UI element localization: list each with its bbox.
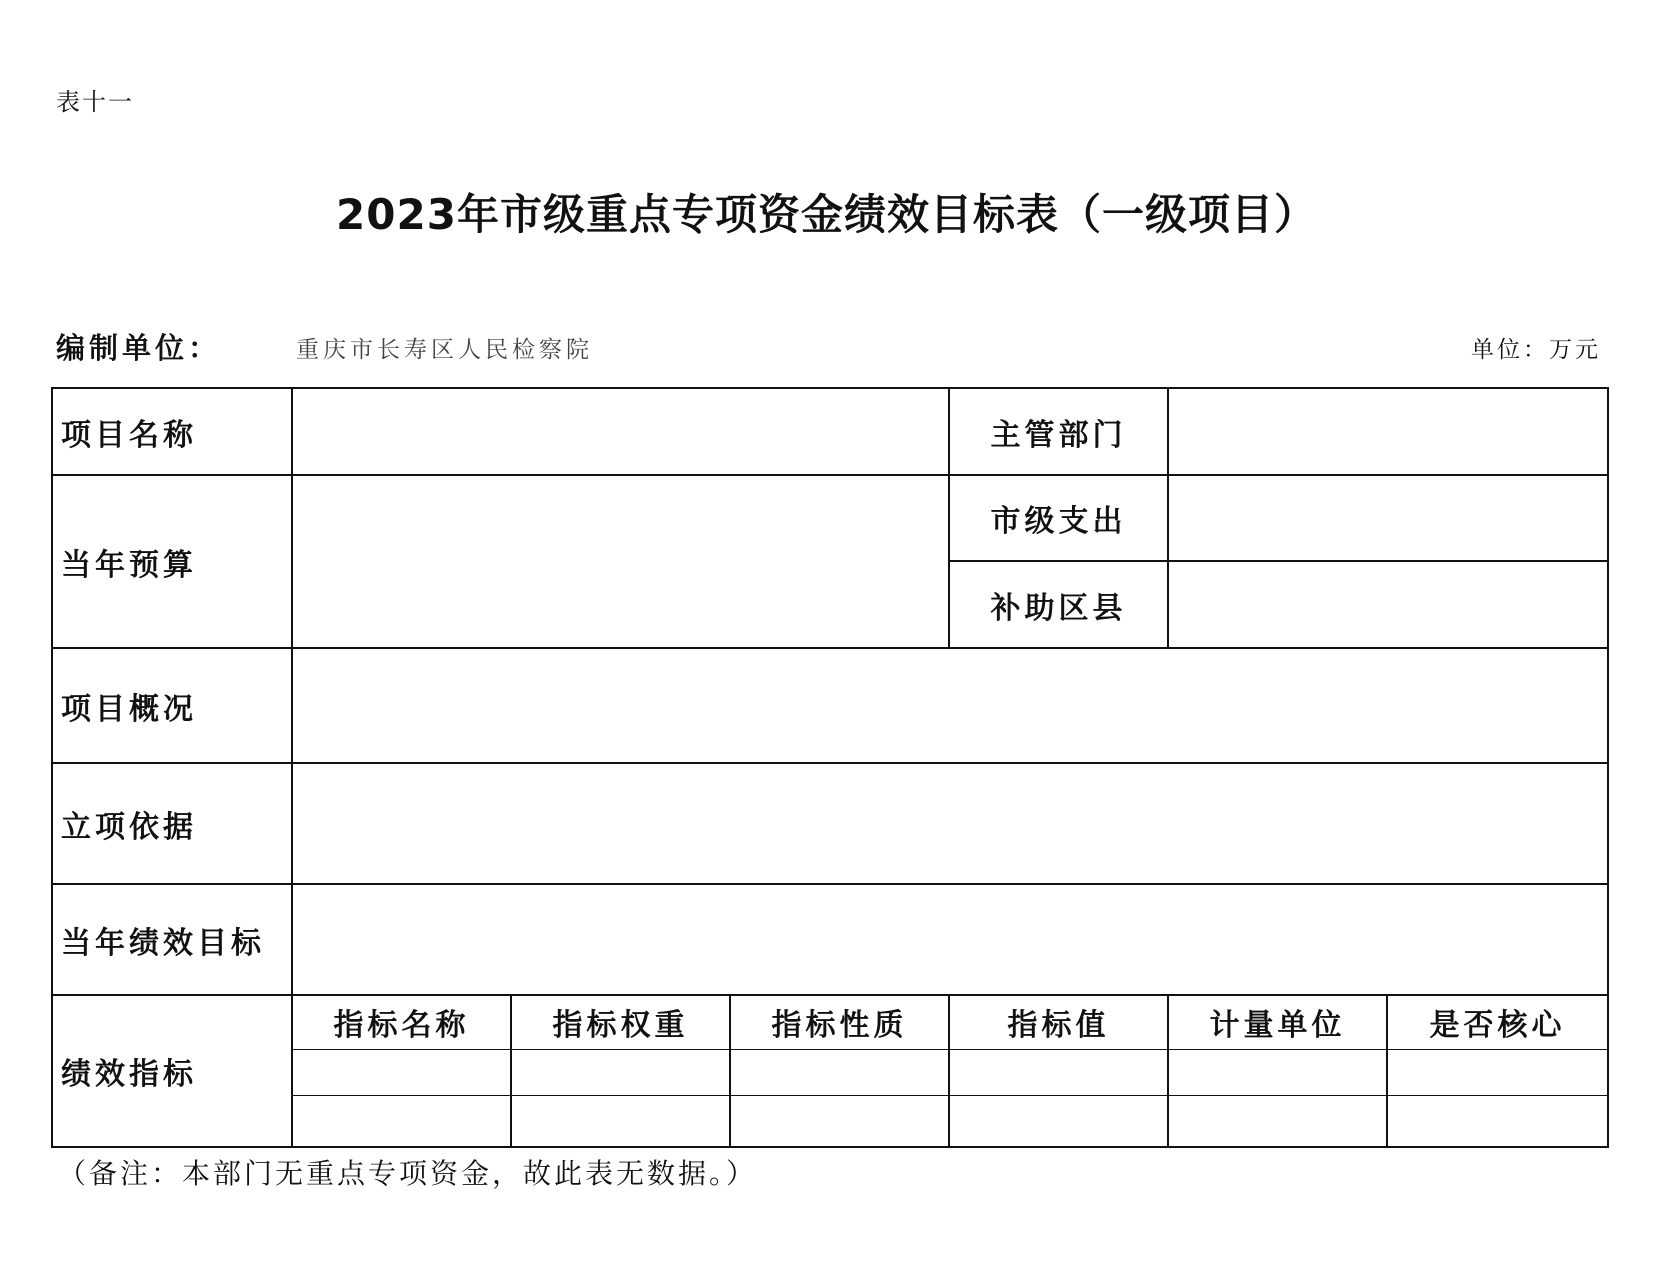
indicator-cell — [949, 1095, 1168, 1147]
footnote: （备注：本部门无重点专项资金，故此表无数据。） — [58, 1157, 758, 1190]
unit-label: 单位：万元 — [1471, 337, 1601, 363]
project-name-value — [292, 388, 949, 475]
col-header-indicator-value: 指标值 — [949, 995, 1168, 1049]
district-subsidy-label: 补助区县 — [949, 561, 1168, 648]
indicator-cell — [511, 1095, 730, 1147]
col-header-indicator-weight: 指标权重 — [511, 995, 730, 1049]
table-number-label: 表十一 — [56, 88, 134, 116]
indicator-cell — [511, 1049, 730, 1095]
indicators-label: 绩效指标 — [52, 995, 292, 1147]
district-subsidy-value — [1168, 561, 1608, 648]
org-value: 重庆市长寿区人民检察院 — [296, 337, 593, 363]
indicator-cell — [949, 1049, 1168, 1095]
project-name-label: 项目名称 — [52, 388, 292, 475]
overview-value — [292, 648, 1608, 763]
indicator-cell — [292, 1049, 511, 1095]
indicator-cell — [1168, 1095, 1387, 1147]
col-header-indicator-name: 指标名称 — [292, 995, 511, 1049]
annual-budget-label: 当年预算 — [52, 475, 292, 648]
page-title: 2023年市级重点专项资金绩效目标表（一级项目） — [336, 190, 1317, 239]
indicator-cell — [1387, 1049, 1608, 1095]
indicator-cell — [292, 1095, 511, 1147]
annual-budget-value — [292, 475, 949, 648]
competent-dept-label: 主管部门 — [949, 388, 1168, 475]
city-expenditure-value — [1168, 475, 1608, 561]
col-header-is-core: 是否核心 — [1387, 995, 1608, 1049]
basis-value — [292, 763, 1608, 884]
annual-goal-label: 当年绩效目标 — [52, 884, 292, 995]
col-header-measure-unit: 计量单位 — [1168, 995, 1387, 1049]
basis-label: 立项依据 — [52, 763, 292, 884]
col-header-indicator-nature: 指标性质 — [730, 995, 949, 1049]
annual-goal-value — [292, 884, 1608, 995]
indicator-cell — [1387, 1095, 1608, 1147]
org-label: 编制单位： — [56, 331, 222, 365]
indicator-cell — [730, 1049, 949, 1095]
competent-dept-value — [1168, 388, 1608, 475]
city-expenditure-label: 市级支出 — [949, 475, 1168, 561]
performance-target-table — [51, 387, 1609, 1148]
indicator-cell — [730, 1095, 949, 1147]
indicator-cell — [1168, 1049, 1387, 1095]
overview-label: 项目概况 — [52, 648, 292, 763]
